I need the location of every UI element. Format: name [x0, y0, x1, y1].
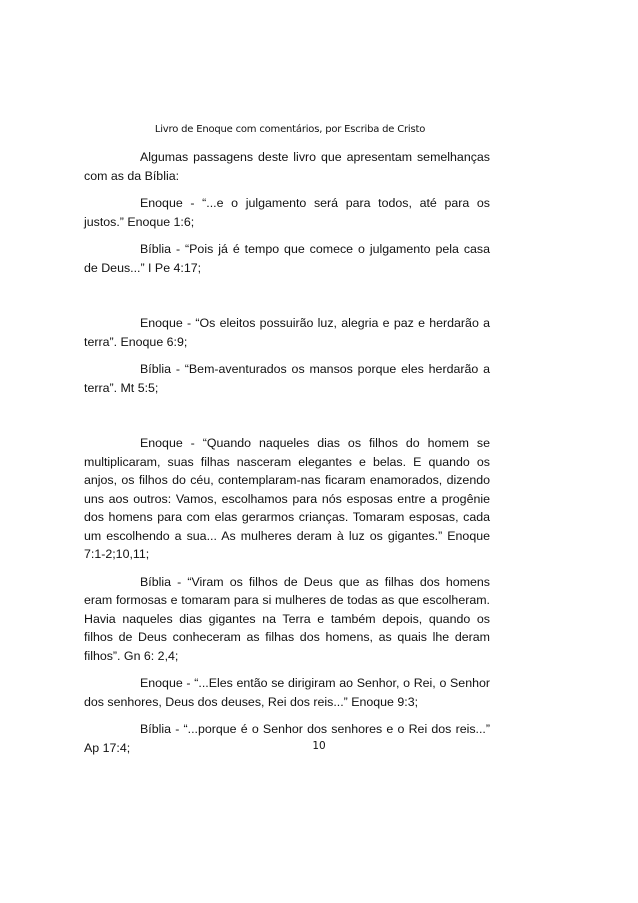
bible-quote-paragraph: Bíblia - “Bem-aventurados os mansos porque eles herdarão a terra”. Mt 5:5; — [84, 362, 490, 395]
enoch-quote-paragraph: Enoque - “Os eleitos possuirão luz, alegria e paz e herdarão a terra”. Enoque 6:9; — [84, 316, 490, 349]
enoch-quote-paragraph: Enoque - “Quando naqueles dias os filhos do homem se multiplicaram, suas filhas nasceram elegantes e belas. E quando os anjos, os filhos do céu, contemplaram-nas ficaram enamorados, dizendo uns aos outros: Vamos, escolhamos para nós esposas entre a progênie dos homens para com elas gerarmos crianças. Tomaram esposas, cada um escolhendo a sua... As mulheres deram à luz os gigantes.” Enoque 7:1-2;10,11; — [84, 436, 490, 561]
bible-quote-paragraph: Bíblia - “Pois já é tempo que comece o julgamento pela casa de Deus...” I Pe 4:17; — [84, 242, 490, 275]
bible-quote-paragraph: Bíblia - “Viram os filhos de Deus que as filhas dos homens eram formosas e tomaram para si mulheres de todas as que escolheram. Havia naqueles dias gigantes na Terra e também depois, quando os filhos de Deus conheceram as filhas dos homens, as quais lhe deram filhos”. Gn 6: 2,4; — [84, 574, 490, 663]
intro-paragraph: Algumas passagens deste livro que apresentam semelhanças com as da Bíblia: — [84, 150, 490, 183]
page-number: 10 — [312, 740, 326, 752]
running-header: Livro de Enoque com comentários, por Escriba de Cristo — [154, 124, 426, 135]
enoch-quote-paragraph: Enoque - “...e o julgamento será para todos, até para os justos.” Enoque 1:6; — [84, 196, 490, 229]
bible-quote-paragraph: Bíblia - “...porque é o Senhor dos senhores e o Rei dos reis...” Ap 17:4; — [84, 722, 490, 755]
enoch-quote-paragraph: Enoque - “...Eles então se dirigiram ao Senhor, o Rei, o Senhor dos senhores, Deus dos deuses, Rei dos reis...” Enoque 9:3; — [84, 676, 490, 709]
body-text — [84, 148, 490, 766]
